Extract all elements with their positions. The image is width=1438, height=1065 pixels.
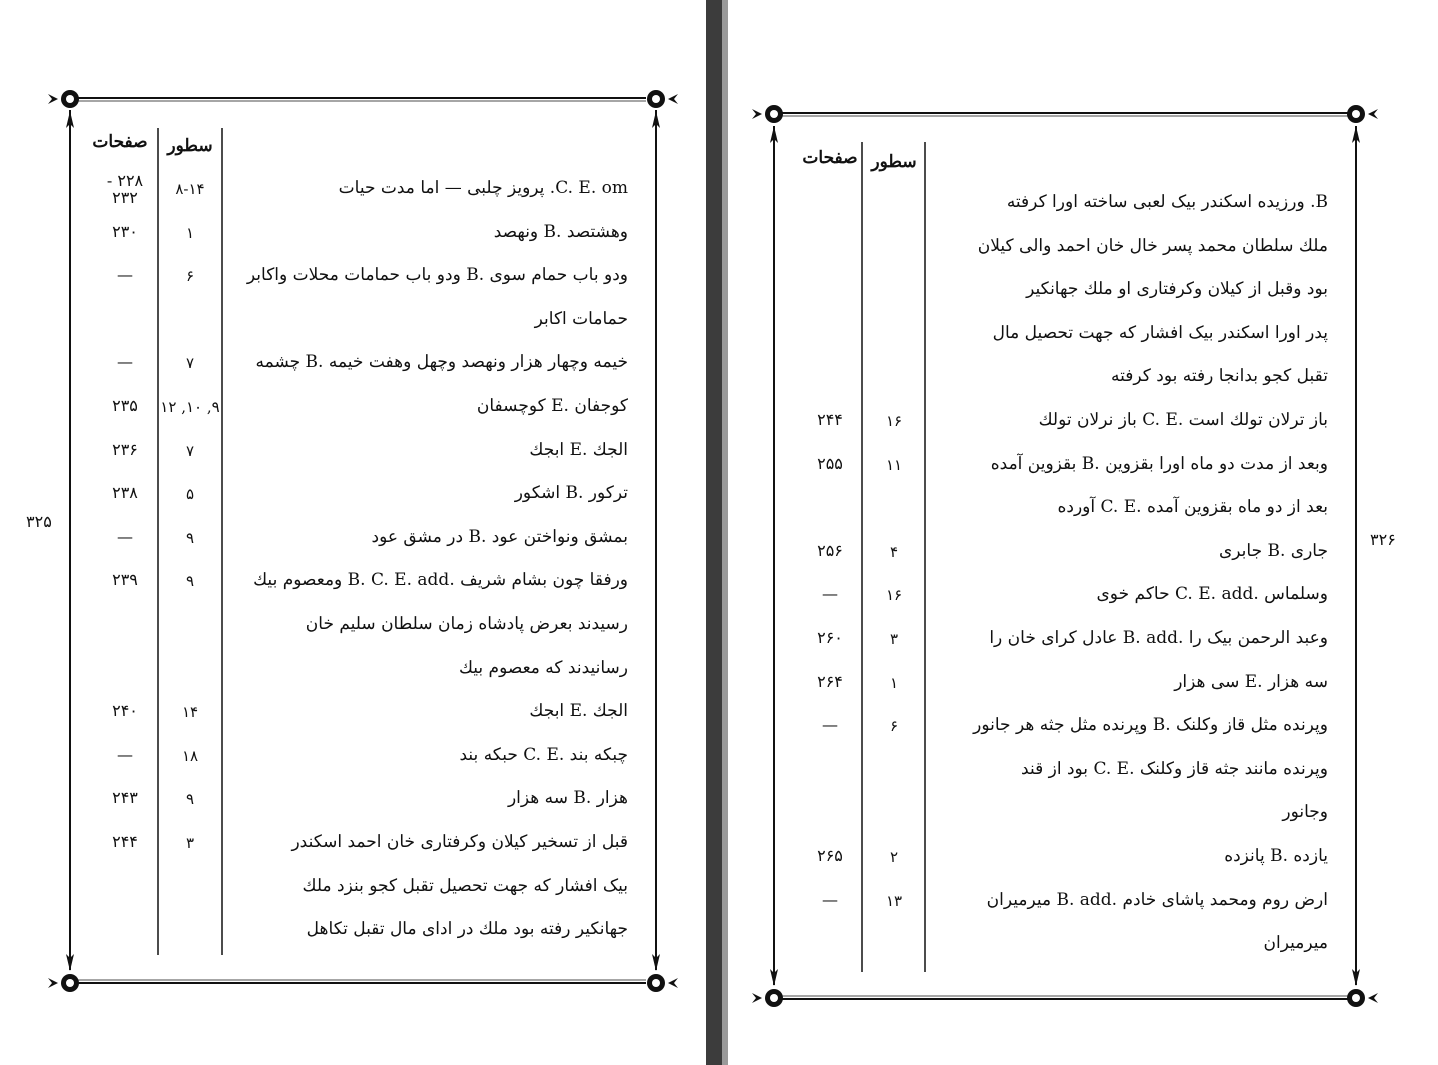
variant-text: چبکه بند .C. E حبکه بند bbox=[459, 744, 628, 765]
line-ref: ۷ bbox=[185, 441, 195, 460]
page-ref: ۲۴۴ bbox=[817, 410, 843, 429]
line-ref: ۱۱ bbox=[885, 455, 903, 474]
page-ref: ۲۴۰ bbox=[112, 701, 138, 721]
variant-text-continuation: بود وقبل از کیلان وکرفتاری او ملك جهانکیر bbox=[1026, 279, 1328, 300]
variant-text-continuation: میرمیران bbox=[1263, 933, 1328, 954]
page-ref: ۲۳۸ bbox=[112, 483, 138, 503]
variant-text-continuation: رسیدند بعرض پادشاه زمان سلطان سلیم خان bbox=[305, 614, 628, 634]
right-page bbox=[728, 0, 1438, 1065]
variant-text: سه هزار .E سی هزار bbox=[1174, 671, 1328, 692]
page-ref: ۲۶۰ bbox=[817, 628, 843, 647]
variant-text: ترکور .B اشکور bbox=[514, 483, 628, 504]
page-ref: — bbox=[822, 584, 838, 604]
line-ref: ۱ bbox=[889, 673, 899, 692]
line-ref: ۴ bbox=[889, 542, 899, 561]
variant-text-continuation: ملك سلطان محمد پسر خال خان احمد والی کیلان bbox=[977, 235, 1328, 256]
variant-text: وپرنده مثل قاز وکلنک .B وپرنده مثل جثه هر جانور bbox=[973, 715, 1328, 736]
variant-text: C. E. om. پرویز چلبی — اما مدت حیات bbox=[338, 178, 628, 198]
page-ref: ۲۳۵ bbox=[112, 396, 138, 415]
page-ref: ۲۵۶ bbox=[817, 540, 843, 560]
line-ref: ۹, ۱۰, ۱۲ bbox=[160, 398, 220, 416]
variant-text: ودو باب حمام سوی .B ودو باب حمامات محلات واکابر bbox=[246, 265, 628, 286]
variant-text: وسلماس .C. E. add حاکم خوی bbox=[1096, 584, 1328, 605]
line-ref: ۵ bbox=[185, 485, 195, 504]
variant-text: الجك .E ابجك bbox=[529, 439, 628, 460]
page-ref: — bbox=[822, 889, 838, 909]
variant-text: قبل از تسخیر کیلان وکرفتاری خان احمد اسکندر bbox=[291, 832, 628, 852]
variant-text-continuation: پدر اورا اسکندر بیک افشار که جهت تحصیل مال bbox=[992, 322, 1328, 343]
variant-text: ورفقا چون بشام شریف .B. C. E. add ومعصوم بیك bbox=[253, 570, 628, 591]
page-ref: ۲۴۳ bbox=[112, 788, 138, 808]
page-ref: ۲۳۹ bbox=[112, 570, 138, 590]
page-ref: ۲۶۵ bbox=[817, 846, 843, 865]
page-ref: — bbox=[822, 715, 838, 735]
page-ref: ۲۳۰ bbox=[112, 221, 138, 241]
page-ref: — bbox=[117, 265, 133, 285]
page-ref: ۲۳۶ bbox=[112, 439, 138, 459]
line-ref: ۱۶ bbox=[885, 586, 903, 605]
variant-text-continuation: جهانکیر رفته بود ملك در ادای مال تقبل تکاهل bbox=[306, 919, 628, 940]
variant-text-continuation: تقبل کجو بدانجا رفته بود کرفته bbox=[1111, 366, 1328, 387]
line-ref: ۱۸ bbox=[181, 746, 199, 765]
page-ref: ۲۴۴ bbox=[112, 832, 138, 851]
variant-text: خیمه وچهار هزار ونهصد وچهل وهفت خیمه .B چشمه bbox=[255, 352, 628, 373]
page-ref: ۲۵۵ bbox=[817, 453, 843, 473]
line-ref: ۹ bbox=[185, 528, 195, 547]
line-ref: ۶ bbox=[889, 717, 899, 736]
variant-text: وبعد از مدت دو ماه اورا بقزوین .B بقزوین آمده bbox=[990, 453, 1328, 474]
line-ref: ۲ bbox=[889, 848, 899, 866]
variant-text: باز ترلان تولك است .C. E باز نرلان تولك bbox=[1038, 410, 1328, 430]
variant-text: وهشتصد .B ونهصد bbox=[493, 221, 628, 242]
variant-text: وعبد الرحمن بیک را .B. add عادل کرای خان را bbox=[989, 628, 1328, 648]
variant-text: الجك .E ابجك bbox=[529, 701, 628, 722]
page-ref: ۲۶۴ bbox=[817, 671, 843, 691]
book-gutter bbox=[706, 0, 722, 1065]
line-ref: ۳ bbox=[185, 834, 195, 852]
line-ref: ۱۶ bbox=[885, 412, 903, 430]
variant-text: ارض روم ومحمد پاشای خادم .B. add میرمیران bbox=[986, 889, 1328, 910]
header-lines: سطور bbox=[871, 152, 917, 172]
variant-text: B. ورزیده اسکندر بیک لعبی ساخته اورا کرفته bbox=[1006, 192, 1328, 212]
variant-text: کوجفان .E کوچسفان bbox=[476, 396, 628, 416]
line-ref: ۶ bbox=[185, 267, 195, 286]
page-number: ۳۲۵ bbox=[26, 512, 52, 531]
header-pages: صفحات bbox=[802, 148, 858, 168]
variant-text-continuation: بعد از دو ماه بقزوین آمده .C. E آورده bbox=[1057, 497, 1328, 518]
line-ref: ۱۴ bbox=[181, 703, 199, 722]
variant-text: بمشق ونواختن عود .B در مشق عود bbox=[371, 526, 628, 547]
variant-text: یازده .B پانزده bbox=[1224, 846, 1328, 866]
line-ref: ۹ bbox=[185, 572, 195, 591]
variant-text-continuation: حمامات اکابر bbox=[534, 308, 628, 329]
page-ref: — bbox=[117, 526, 133, 546]
header-pages: صفحات bbox=[92, 132, 148, 152]
left-page bbox=[0, 0, 706, 1065]
line-ref: ۱۳ bbox=[885, 891, 903, 910]
header-lines: سطور bbox=[167, 136, 213, 156]
line-ref: ۹ bbox=[185, 790, 195, 809]
page-ref: ۲۲۸ - ۲۳۲ bbox=[106, 171, 144, 207]
page-ref: — bbox=[117, 744, 133, 764]
line-ref: ۸-۱۴ bbox=[175, 180, 205, 198]
variant-text: هزار .B سه هزار bbox=[507, 788, 628, 809]
line-ref: ۷ bbox=[185, 354, 195, 373]
variant-text: جاری .B جابری bbox=[1218, 540, 1328, 561]
page-ref: — bbox=[117, 352, 133, 372]
variant-text-continuation: رسانیدند که معصوم بیك bbox=[458, 657, 628, 678]
line-ref: ۳ bbox=[889, 630, 899, 648]
variant-text-continuation: وپرنده مانند جثه قاز وکلنک .C. E بود از قند bbox=[1021, 758, 1328, 779]
page-number: ۳۲۶ bbox=[1370, 530, 1396, 549]
line-ref: ۱ bbox=[185, 223, 195, 242]
variant-text-continuation: بیک افشار که جهت تحصیل تقبل کجو بنزد ملك bbox=[302, 875, 628, 896]
variant-text-continuation: وجانور bbox=[1282, 802, 1328, 823]
